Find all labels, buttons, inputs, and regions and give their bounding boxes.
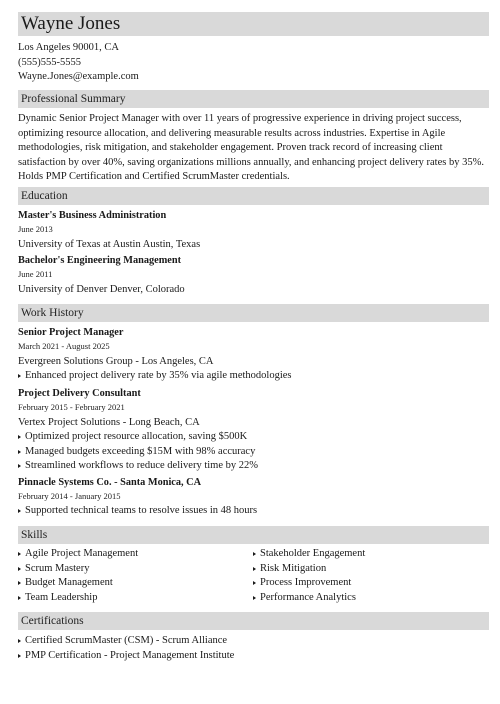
job-title: Pinnacle Systems Co. - Santa Monica, CA [18,477,202,488]
work-entry [18,326,489,384]
job-date: February 2014 - January 2015 [18,491,121,501]
contact-info [18,41,139,85]
education-date: June 2011 [18,269,53,279]
section-header-work [18,304,489,322]
section-title-skills: Skills [21,529,48,541]
job-date: February 2015 - February 2021 [18,402,125,412]
job-title: Senior Project Manager [18,327,124,338]
skill-item: Scrum Mastery [18,562,253,577]
name-header [18,12,489,36]
certifications-list [18,634,489,663]
section-header-skills [18,526,489,544]
skill-item: Agile Project Management [18,547,253,562]
skill-item: Process Improvement [253,576,488,591]
skill-item: Stakeholder Engagement [253,547,488,562]
job-date: March 2021 - August 2025 [18,341,110,351]
education-degree: Bachelor's Engineering Management [18,255,182,266]
section-title-certifications: Certifications [21,615,84,627]
section-title-education: Education [21,190,68,202]
skill-item: Risk Mitigation [253,562,488,577]
section-title-summary: Professional Summary [21,93,126,105]
job-bullets [18,504,489,519]
candidate-name: Wayne Jones [21,13,121,34]
contact-address: Los Angeles 90001, CA [18,42,119,53]
list-item: Streamlined workflows to reduce delivery time by 22% [18,459,489,474]
list-item: Managed budgets exceeding $15M with 98% accuracy [18,445,489,460]
education-school: University of Texas at Austin Austin, Texas [18,239,201,250]
skill-item: Team Leadership [18,591,253,606]
section-header-certifications [18,612,489,630]
skills-column-left [18,547,253,605]
education-date: June 2013 [18,224,53,234]
job-bullets [18,369,489,384]
job-bullets [18,430,489,474]
certification-item: PMP Certification - Project Management Institute [18,649,489,664]
certification-item: Certified ScrumMaster (CSM) - Scrum Alliance [18,634,489,649]
job-company: Vertex Project Solutions - Long Beach, CA [18,417,200,428]
contact-email: Wayne.Jones@example.com [18,71,139,82]
job-title: Project Delivery Consultant [18,388,141,399]
contact-phone: (555)555-5555 [18,56,81,68]
skills-column-right [253,547,488,605]
job-company: Evergreen Solutions Group - Los Angeles, CA [18,356,214,367]
section-header-summary [18,90,489,108]
education-degree: Master's Business Administration [18,210,167,221]
list-item: Supported technical teams to resolve issues in 48 hours [18,504,489,519]
skills-list [18,547,489,605]
summary-text: Dynamic Senior Project Manager with over 11 years of progressive experience in driving project success, optimizing resource allocation, and delivering measurable results across industries. Expertise in Agile methodologies, risk mitigation, and stakeholder engagement. Proven track record of increasing client satisfaction by over 40%, saving organizations millions annually, and enhancing project delivery rates by 35%. Holds PMP Certification and Certified ScrumMaster credentials. [18,113,484,182]
section-header-education [18,187,489,205]
skill-item: Budget Management [18,576,253,591]
list-item: Optimized project resource allocation, saving $500K [18,430,489,445]
work-entry [18,387,489,474]
work-entry [18,476,489,519]
education-entry [18,209,489,252]
certification-bullets [18,634,489,663]
section-title-work: Work History [21,307,84,319]
list-item: Enhanced project delivery rate by 35% via agile methodologies [18,369,489,384]
education-entry [18,254,489,297]
skill-item: Performance Analytics [253,591,488,606]
education-school: University of Denver Denver, Colorado [18,284,185,295]
